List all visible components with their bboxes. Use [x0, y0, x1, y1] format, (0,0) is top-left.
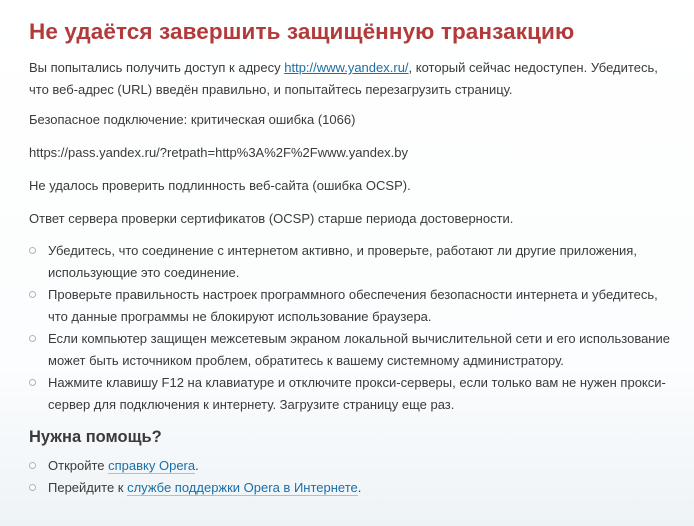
- bullet-circle-icon: [29, 462, 36, 469]
- page-title: Не удаётся завершить защищённую транзакцию: [29, 19, 575, 44]
- intro-text-after: , который сейчас недоступен. Убедитесь, что веб-адрес (URL) введён правильно, и попытайтесь перезагрузить страницу.: [29, 60, 658, 97]
- help-item-text-before: Откройте: [48, 458, 109, 473]
- tip-text: Нажмите клавишу F12 на клавиатуре и отключите прокси-серверы, если только вам не нужен прокси-сервер для подключения к интернету. Загрузите страницу еще раз.: [48, 375, 666, 412]
- bullet-circle-icon: [29, 291, 36, 298]
- list-item: [29, 455, 674, 477]
- request-url-text: https://pass.yandex.ru/?retpath=http%3A%2F%2Fwww.yandex.by: [29, 145, 409, 160]
- intro-text-before: Вы попытались получить доступ к адресу: [29, 60, 285, 75]
- ocsp-error-text: Не удалось проверить подлинность веб-сайта (ошибка OCSP).: [29, 178, 411, 193]
- list-item: [29, 240, 674, 284]
- error-code-text: Безопасное подключение: критическая ошибка (1066): [29, 112, 356, 127]
- intro-paragraph: [29, 57, 674, 101]
- bullet-circle-icon: [29, 379, 36, 386]
- tip-text: Проверьте правильность настроек программного обеспечения безопасности интернета и убедитесь, что данные программы не блокируют использование браузера.: [48, 287, 658, 324]
- help-item-text-before: Перейдите к: [48, 480, 128, 495]
- bullet-circle-icon: [29, 247, 36, 254]
- help-list: [29, 455, 674, 499]
- opera-help-link[interactable]: справку Opera: [108, 458, 196, 473]
- list-item: [29, 372, 674, 416]
- troubleshooting-list: [29, 240, 674, 416]
- help-item-text-after: .: [357, 480, 362, 495]
- list-item: [29, 477, 674, 499]
- requested-url-link[interactable]: http://www.yandex.ru/: [284, 60, 409, 75]
- bullet-circle-icon: [29, 335, 36, 342]
- ocsp-response-text: Ответ сервера проверки сертификатов (OCSP) старше периода достоверности.: [29, 211, 514, 226]
- list-item: [29, 284, 674, 328]
- bullet-circle-icon: [29, 484, 36, 491]
- help-item-text-after: .: [195, 458, 199, 473]
- opera-support-link[interactable]: службе поддержки Opera в Интернете: [127, 480, 358, 495]
- list-item: [29, 328, 674, 372]
- tip-text: Если компьютер защищен межсетевым экраном локальной вычислительной сети и его использование может быть источником проблем, обратитесь к вашему системному администратору.: [48, 331, 670, 368]
- help-heading: Нужна помощь?: [29, 428, 162, 446]
- tip-text: Убедитесь, что соединение с интернетом активно, и проверьте, работают ли другие приложения, использующие это соединение.: [48, 243, 637, 280]
